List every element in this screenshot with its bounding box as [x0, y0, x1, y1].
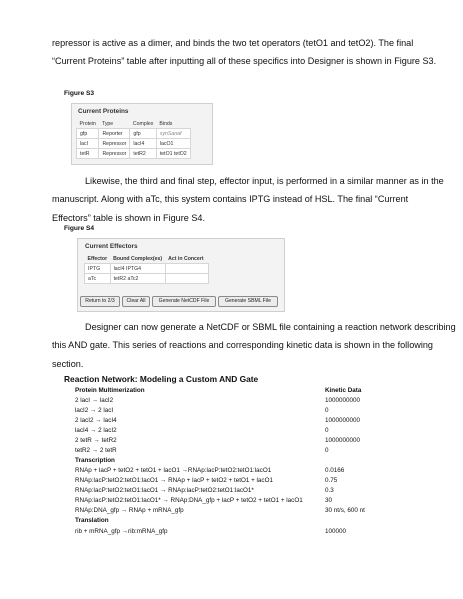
section-header: Transcription [75, 457, 115, 464]
kinetic-cell: 0 [325, 447, 329, 454]
kinetic-cell: 1000000000 [325, 397, 361, 404]
text-line: Likewise, the third and final step, effector input, is performed in a similar manner as in the [85, 176, 444, 186]
kinetic-cell: 0.3 [325, 487, 334, 494]
table-cell: lacI [77, 139, 99, 149]
text-line: manuscript. Along with aTc, this system contains IPTG instead of HSL. The final “Current [52, 194, 409, 205]
text-line: this AND gate. This series of reactions and corresponding kinetic data is shown in the following [52, 340, 433, 351]
table-cell: lacI4 [130, 139, 156, 149]
table-header-row [77, 119, 191, 129]
kinetic-cell: 1000000000 [325, 437, 361, 444]
closing-paragraph [52, 318, 456, 373]
kinetic-cell: 0 [325, 427, 329, 434]
kinetic-cell: 100000 [325, 528, 347, 535]
section-header: Translation [75, 517, 109, 524]
table-cell [165, 274, 208, 284]
reaction-cell: lacI2 → 2 lacI [75, 407, 114, 414]
figure-s4-panel [77, 238, 285, 312]
table-cell: synSanaf [156, 129, 190, 139]
reaction-cell: 2 tetR → tetR2 [75, 437, 117, 444]
current-proteins-table [76, 119, 191, 159]
column-header: Effector [87, 255, 108, 262]
section-header: Protein Multimerization [75, 387, 145, 394]
column-header: Complex [132, 120, 154, 127]
text-line: Designer can now generate a NetCDF or SBML file containing a reaction network describing [85, 322, 456, 332]
reaction-cell: rib + mRNA_gfp →rib:mRNA_gfp [75, 528, 168, 535]
table-cell: tetR2 [130, 149, 156, 159]
table-cell: lacO1 [156, 139, 190, 149]
column-header: Act in Concert [168, 255, 204, 262]
column-header: Type [101, 120, 114, 127]
current-effectors-table [84, 254, 209, 284]
table-cell: Repressor [99, 149, 130, 159]
table-cell: Reporter [99, 129, 130, 139]
reaction-cell: RNAp:lacP:tetO2:tetO1:lacO1 → RNAp + lacP + tetO2 + tetO1 + lacO1 [75, 477, 273, 484]
figure-s3-panel [71, 103, 213, 165]
kinetic-cell: 30 nt/s, 600 nt [325, 507, 365, 514]
table-cell: IPTG [85, 264, 111, 274]
reaction-cell: lacI4 → 2 lacI2 [75, 427, 117, 434]
text-line: “Current Proteins” table after inputting all of these specifics into Designer is shown in Figure S3. [52, 56, 437, 67]
figure-s3-label: Figure S3 [64, 90, 95, 97]
table-cell: lacI4 IPTG4 [110, 264, 165, 274]
text-line: repressor is active as a dimer, and binds the two tet operators (tetO1 and tetO2). The final [52, 38, 414, 48]
reaction-cell: 2 lacI → lacI2 [75, 397, 114, 404]
table-row [77, 149, 191, 159]
column-header: Bound Complex(es) [113, 255, 163, 262]
reaction-cell: RNAp + lacP + tetO2 + tetO1 + lacO1 →RNAp:lacP:tetO2:tetO1:lacO1 [75, 467, 272, 474]
column-header: Binds [159, 120, 173, 127]
figure-s4-title: Current Effectors [85, 243, 138, 250]
kinetic-cell: 1000000000 [325, 417, 361, 424]
kinetic-cell: 0.0166 [325, 467, 345, 474]
text-line: section. [52, 358, 84, 369]
clear-all-button[interactable]: Clear All [122, 296, 150, 307]
reaction-network-title: Reaction Network: Modeling a Custom AND Gate [64, 374, 259, 384]
table-header-row [85, 254, 209, 264]
figure-s3-title: Current Proteins [78, 108, 129, 115]
table-cell: gfp [130, 129, 156, 139]
table-row [85, 264, 209, 274]
generate-netcdf-button[interactable]: Generate NetCDF File [152, 296, 216, 307]
figure-s4-label: Figure S4 [64, 225, 95, 232]
table-row [85, 274, 209, 284]
table-cell: aTc [85, 274, 111, 284]
table-cell: tetR2 aTc2 [110, 274, 165, 284]
table-cell: Repressor [99, 139, 130, 149]
reaction-cell: RNAp:lacP:tetO2:tetO1:lacO1 → RNAp:lacP:tetO2:tetO1:lacO1* [75, 487, 254, 494]
table-cell: tetO1 tetO2 [156, 149, 190, 159]
generate-sbml-button[interactable]: Generate SBML File [218, 296, 278, 307]
table-row [77, 139, 191, 149]
reaction-cell: RNAp:DNA_gfp → RNAp + mRNA_gfp [75, 507, 184, 514]
column-header: Protein [79, 120, 96, 127]
reaction-cell: 2 lacI2 → lacI4 [75, 417, 117, 424]
table-cell: gfp [77, 129, 99, 139]
kinetic-cell: 0 [325, 407, 329, 414]
reaction-cell: RNAp:lacP:tetO2:tetO1:lacO1* → RNAp:DNA_gfp + lacP + tetO2 + tetO1 + lacO1 [75, 497, 303, 504]
kinetic-cell: 0.75 [325, 477, 338, 484]
return-to-2-3-button[interactable]: Return to 2/3 [80, 296, 120, 307]
intro-paragraph [52, 34, 437, 71]
kinetic-cell: 30 [325, 497, 333, 504]
table-row [77, 129, 191, 139]
reaction-cell: tetR2 → 2 tetR [75, 447, 117, 454]
middle-paragraph [52, 172, 444, 227]
table-cell: tetR [77, 149, 99, 159]
text-line: Effectors” table is shown in Figure S4. [52, 212, 205, 223]
column-header: Kinetic Data [325, 387, 362, 394]
table-cell [165, 264, 208, 274]
